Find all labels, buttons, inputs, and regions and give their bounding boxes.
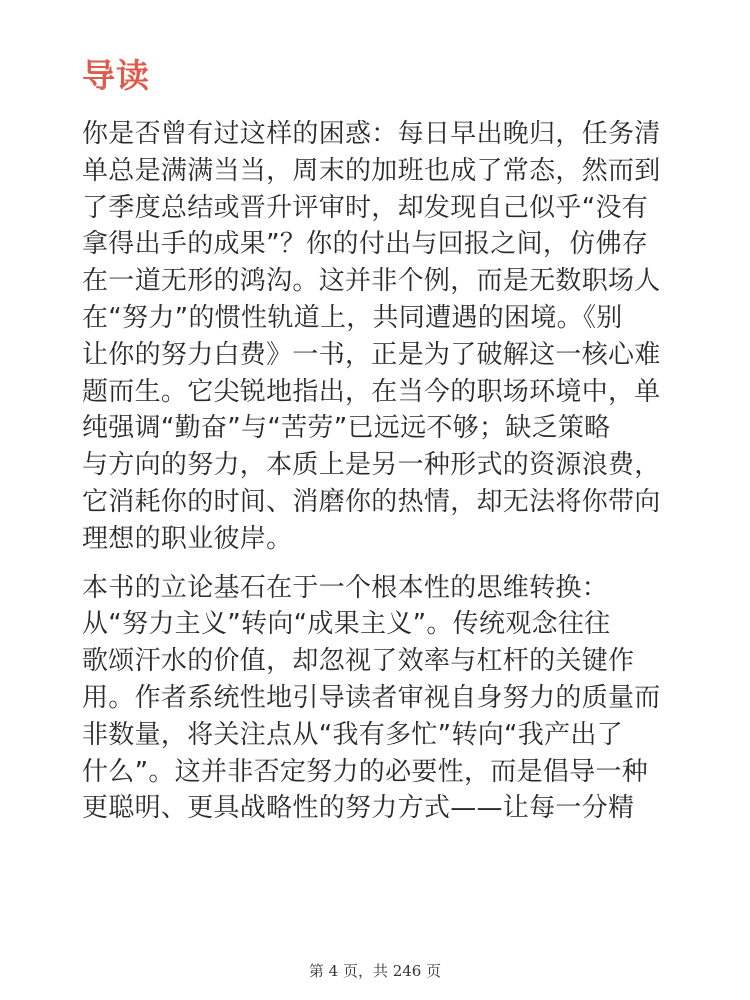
text-line: 纯强调“勤奋”与“苦劳”已远远不够；缺乏策略 [82, 413, 611, 444]
text-line: 非数量，将关注点从“我有多忙”转向“我产出了 [82, 719, 624, 750]
text-line: 你是否曾有过这样的困惑：每日早出晚归，任务清 [82, 119, 661, 149]
text-line: 在一道无形的鸿沟。这并非个例，而是无数职场人 [82, 266, 661, 297]
text-line: 什么”。这并非否定努力的必要性，而是倡导一种 [82, 756, 649, 787]
text-line: 让你的努力白费》一书，正是为了破解这一核心难 [82, 339, 661, 370]
text-line: 理想的职业彼岸。 [82, 523, 293, 554]
text-line: 与方向的努力，本质上是另一种形式的资源浪费， [82, 450, 661, 481]
text-line: 在“努力”的惯性轨道上，共同遭遇的困境。《别 [82, 302, 623, 333]
text-line: 了季度总结或晋升评审时，却发现自己似乎“没有 [82, 192, 649, 223]
text-line: 歌颂汗水的价值，却忽视了效率与杠杆的关键作 [82, 646, 635, 677]
text-line: 本书的立论基石在于一个根本性的思维转换： [82, 572, 609, 603]
body-text [82, 116, 682, 839]
paragraph-1 [82, 116, 682, 558]
text-line: 更聪明、更具战略性的努力方式——让每一分精 [82, 793, 635, 824]
text-line: 从“努力主义”转向“成果主义”。传统观念往往 [82, 609, 611, 640]
text-line: 用。作者系统性地引导读者审视自身努力的质量而 [82, 682, 661, 713]
text-line: 题而生。它尖锐地指出，在当今的职场环境中，单 [82, 376, 661, 407]
text-line: 它消耗你的时间、消磨你的热情，却无法将你带向 [82, 486, 661, 517]
page-number-footer: 第 4 页，共 246 页 [308, 962, 442, 980]
paragraph-2 [82, 570, 682, 828]
text-line: 单总是满满当当，周末的加班也成了常态，然而到 [82, 155, 661, 186]
text-line: 拿得出手的成果”？你的付出与回报之间，仿佛存 [82, 229, 649, 260]
section-heading: 导读 [82, 56, 150, 95]
